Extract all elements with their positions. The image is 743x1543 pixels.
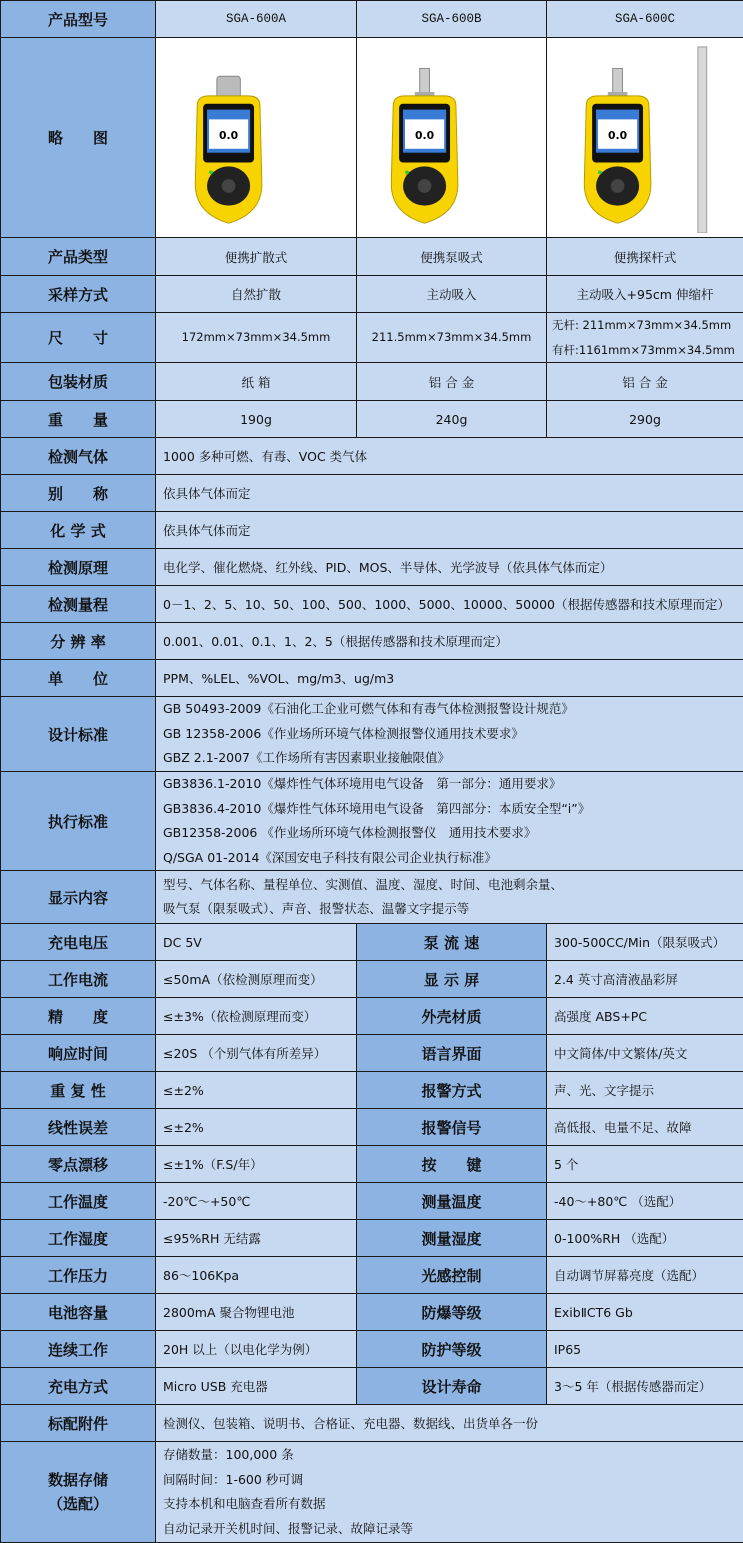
spec-label: 检测气体 <box>1 438 156 475</box>
text-line: 型号、气体名称、量程单位、实测值、温度、湿度、时间、电池剩余量、 <box>163 873 743 898</box>
spec-label: 零点漂移 <box>1 1146 156 1183</box>
text-line: 211.5mm×73mm×34.5mm <box>357 325 546 350</box>
spec-label: 检测原理 <box>1 549 156 586</box>
spec-label: 显 示 屏 <box>357 961 547 998</box>
text-line: 存储数量：100,000 条 <box>163 1443 743 1468</box>
spec-label: 语言界面 <box>357 1035 547 1072</box>
spec-value: 2800mA 聚合物锂电池 <box>156 1294 357 1331</box>
spec-value: 主动吸入+95cm 伸缩杆 <box>547 276 743 313</box>
spec-label: 充电电压 <box>1 924 156 961</box>
spec-row <box>1 1220 743 1257</box>
svg-text:0.0: 0.0 <box>219 128 238 141</box>
spec-row <box>1 1368 743 1405</box>
spec-label: 采样方式 <box>1 276 156 313</box>
spec-value: 便携泵吸式 <box>357 238 547 276</box>
spec-value: 便携扩散式 <box>156 238 357 276</box>
spec-label: 产品类型 <box>1 238 156 276</box>
spec-value: 1000 多种可燃、有毒、VOC 类气体 <box>156 438 743 475</box>
spec-label: 分 辨 率 <box>1 623 156 660</box>
spec-value: 0－1、2、5、10、50、100、500、1000、5000、10000、50000（根据传感器和技术原理而定） <box>156 586 743 623</box>
spec-label: 外壳材质 <box>357 998 547 1035</box>
spec-value: 86～106Kpa <box>156 1257 357 1294</box>
spec-row <box>1 961 743 998</box>
spec-row <box>1 697 743 772</box>
spec-row <box>1 1294 743 1331</box>
spec-label: 重 量 <box>1 401 156 438</box>
text-line: GB12358-2006 《作业场所环境气体检测报警仪 通用技术要求》 <box>163 821 743 846</box>
spec-label: 泵 流 速 <box>357 924 547 961</box>
text-line: 有杆:1161mm×73mm×34.5mm <box>552 338 743 363</box>
header-label: 产品型号 <box>1 1 156 38</box>
svg-text:0.0: 0.0 <box>415 128 434 141</box>
spec-row <box>1 1405 743 1442</box>
spec-value <box>156 1442 743 1543</box>
text-line: Q/SGA 01-2014《深国安电子科技有限公司企业执行标准》 <box>163 846 743 871</box>
spec-row <box>1 238 743 276</box>
text-line: 172mm×73mm×34.5mm <box>156 325 356 350</box>
spec-label: 线性误差 <box>1 1109 156 1146</box>
spec-value: 高强度 ABS+PC <box>547 998 743 1035</box>
model-name: SGA-600B <box>357 1 547 38</box>
image-label: 略 图 <box>1 38 156 238</box>
gas-detector-image <box>372 43 532 233</box>
spec-label: 设计标准 <box>1 697 156 772</box>
spec-label: 工作湿度 <box>1 1220 156 1257</box>
spec-row <box>1 549 743 586</box>
image-row <box>1 38 743 238</box>
text-line: 无杆: 211mm×73mm×34.5mm <box>552 313 743 338</box>
spec-label: 单 位 <box>1 660 156 697</box>
spec-label: 防爆等级 <box>357 1294 547 1331</box>
text-line: 吸气泵（限泵吸式）、声音、报警状态、温馨文字提示等 <box>163 897 743 922</box>
spec-value: PPM、%LEL、%VOL、mg/m3、ug/m3 <box>156 660 743 697</box>
spec-value: Micro USB 充电器 <box>156 1368 357 1405</box>
spec-label: 工作压力 <box>1 1257 156 1294</box>
spec-value: 电化学、催化燃烧、红外线、PID、MOS、半导体、光学波导（依具体气体而定） <box>156 549 743 586</box>
spec-value: 3～5 年（根据传感器而定） <box>547 1368 743 1405</box>
spec-value: 0.001、0.01、0.1、1、2、5（根据传感器和技术原理而定） <box>156 623 743 660</box>
spec-row <box>1 623 743 660</box>
spec-value: 纸 箱 <box>156 363 357 401</box>
spec-row <box>1 586 743 623</box>
spec-value: 主动吸入 <box>357 276 547 313</box>
spec-value: 铝 合 金 <box>547 363 743 401</box>
spec-value <box>156 313 357 363</box>
spec-row <box>1 1109 743 1146</box>
spec-value <box>156 772 743 871</box>
device-image-cell <box>547 38 743 238</box>
svg-text:0.0: 0.0 <box>608 128 627 141</box>
spec-label: 报警方式 <box>357 1072 547 1109</box>
text-line: GBZ 2.1-2007《工作场所有害因素职业接触限值》 <box>163 746 743 771</box>
spec-label <box>1 1442 156 1543</box>
spec-row <box>1 871 743 924</box>
spec-value: 240g <box>357 401 547 438</box>
spec-value: ≤20S （个别气体有所差异） <box>156 1035 357 1072</box>
spec-row <box>1 1442 743 1543</box>
spec-value: 190g <box>156 401 357 438</box>
spec-value: 铝 合 金 <box>357 363 547 401</box>
spec-value: 自动调节屏幕亮度（选配） <box>547 1257 743 1294</box>
spec-value: 中文简体/中文繁体/英文 <box>547 1035 743 1072</box>
spec-row <box>1 313 743 363</box>
text-line: GB 50493-2009《石油化工企业可燃气体和有毒气体检测报警设计规范》 <box>163 697 743 722</box>
spec-value: ≤±2% <box>156 1072 357 1109</box>
spec-value: 5 个 <box>547 1146 743 1183</box>
spec-value <box>156 697 743 772</box>
spec-label: 检测量程 <box>1 586 156 623</box>
spec-value: IP65 <box>547 1331 743 1368</box>
spec-row <box>1 401 743 438</box>
spec-label: 包装材质 <box>1 363 156 401</box>
spec-value: ≤50mA（依检测原理而变） <box>156 961 357 998</box>
spec-value: 声、光、文字提示 <box>547 1072 743 1109</box>
spec-label: 连续工作 <box>1 1331 156 1368</box>
text-line: GB 12358-2006《作业场所环境气体检测报警仪通用技术要求》 <box>163 722 743 747</box>
text-line: 间隔时间：1-600 秒可调 <box>163 1468 743 1493</box>
spec-label: 重 复 性 <box>1 1072 156 1109</box>
spec-label: 光感控制 <box>357 1257 547 1294</box>
spec-label: 按 键 <box>357 1146 547 1183</box>
text-line: 数据存储 <box>1 1468 155 1493</box>
spec-label: 显示内容 <box>1 871 156 924</box>
spec-value: -20℃～+50℃ <box>156 1183 357 1220</box>
spec-row <box>1 772 743 871</box>
spec-value: 高低报、电量不足、故障 <box>547 1109 743 1146</box>
text-line: 支持本机和电脑查看所有数据 <box>163 1492 743 1517</box>
spec-row <box>1 1072 743 1109</box>
spec-value: ≤±3%（依检测原理而变） <box>156 998 357 1035</box>
text-line: 自动记录开关机时间、报警记录、故障记录等 <box>163 1517 743 1542</box>
spec-value: ExibⅡCT6 Gb <box>547 1294 743 1331</box>
spec-label: 测量湿度 <box>357 1220 547 1257</box>
spec-label: 报警信号 <box>357 1109 547 1146</box>
spec-value: 依具体气体而定 <box>156 475 743 512</box>
spec-row <box>1 512 743 549</box>
spec-row <box>1 1146 743 1183</box>
spec-row <box>1 1183 743 1220</box>
spec-value: 20H 以上（以电化学为例） <box>156 1331 357 1368</box>
spec-row <box>1 660 743 697</box>
text-line: GB3836.1-2010《爆炸性气体环境用电气设备 第一部分：通用要求》 <box>163 772 743 797</box>
device-image-cell <box>156 38 357 238</box>
text-line: GB3836.4-2010《爆炸性气体环境用电气设备 第四部分：本质安全型“i”》 <box>163 797 743 822</box>
gas-detector-image <box>565 43 725 233</box>
spec-value: 便携探杆式 <box>547 238 743 276</box>
header-row <box>1 1 743 38</box>
spec-value: ≤±1%（F.S/年） <box>156 1146 357 1183</box>
spec-value: ≤±2% <box>156 1109 357 1146</box>
spec-value: DC 5V <box>156 924 357 961</box>
text-line: （选配） <box>1 1492 155 1517</box>
spec-label: 响应时间 <box>1 1035 156 1072</box>
model-name: SGA-600A <box>156 1 357 38</box>
spec-row <box>1 998 743 1035</box>
spec-value: 自然扩散 <box>156 276 357 313</box>
spec-row <box>1 924 743 961</box>
spec-value <box>357 313 547 363</box>
spec-row <box>1 1257 743 1294</box>
spec-value: ≤95%RH 无结露 <box>156 1220 357 1257</box>
spec-label: 尺 寸 <box>1 313 156 363</box>
spec-label: 工作温度 <box>1 1183 156 1220</box>
spec-value <box>547 313 743 363</box>
spec-label: 设计寿命 <box>357 1368 547 1405</box>
spec-value: -40～+80℃ （选配） <box>547 1183 743 1220</box>
spec-value: 2.4 英寸高清液晶彩屏 <box>547 961 743 998</box>
spec-value: 300-500CC/Min（限泵吸式） <box>547 924 743 961</box>
spec-label: 电池容量 <box>1 1294 156 1331</box>
spec-row <box>1 363 743 401</box>
spec-row <box>1 475 743 512</box>
spec-row <box>1 276 743 313</box>
model-name: SGA-600C <box>547 1 743 38</box>
spec-row <box>1 1331 743 1368</box>
spec-row <box>1 1035 743 1072</box>
spec-label: 别 称 <box>1 475 156 512</box>
spec-value: 检测仪、包装箱、说明书、合格证、充电器、数据线、出货单各一份 <box>156 1405 743 1442</box>
spec-label: 精 度 <box>1 998 156 1035</box>
spec-label: 测量温度 <box>357 1183 547 1220</box>
spec-value <box>156 871 743 924</box>
spec-label: 工作电流 <box>1 961 156 998</box>
gas-detector-image <box>176 43 336 233</box>
spec-label: 充电方式 <box>1 1368 156 1405</box>
device-image-cell <box>357 38 547 238</box>
spec-value: 0-100%RH （选配） <box>547 1220 743 1257</box>
spec-row <box>1 438 743 475</box>
spec-label: 标配附件 <box>1 1405 156 1442</box>
spec-label: 化 学 式 <box>1 512 156 549</box>
spec-label: 防护等级 <box>357 1331 547 1368</box>
spec-value: 依具体气体而定 <box>156 512 743 549</box>
spec-value: 290g <box>547 401 743 438</box>
spec-label: 执行标准 <box>1 772 156 871</box>
